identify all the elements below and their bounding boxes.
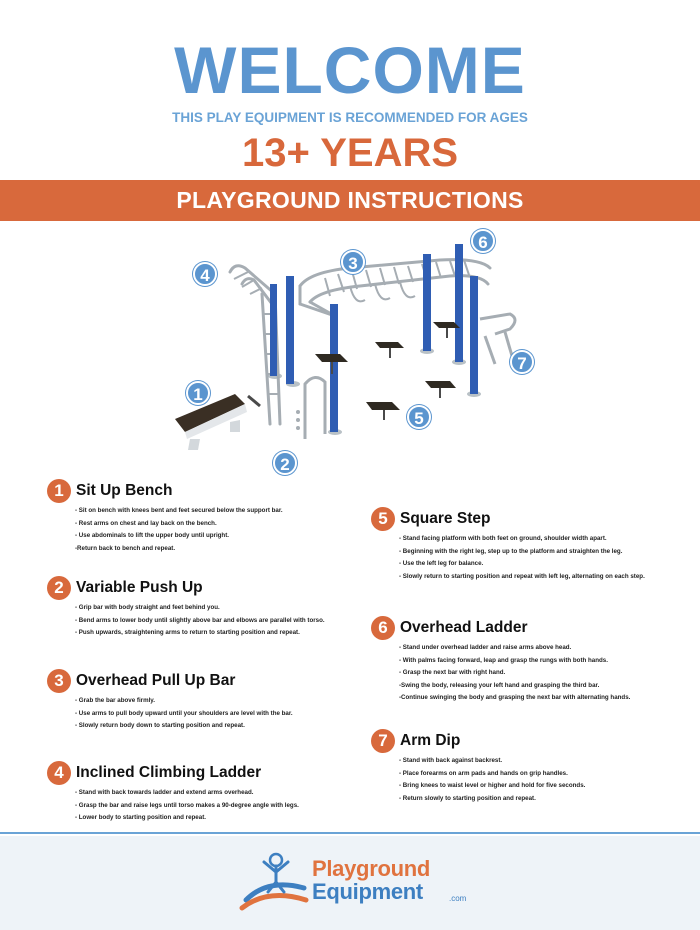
marker-1: 1 [186,381,210,405]
step-item: -Return back to bench and repeat. [75,544,176,552]
marker-2: 2 [273,451,297,475]
instructions-banner: PLAYGROUND INSTRUCTIONS [0,180,700,221]
step-item: - Use arms to pull body upward until your shoulders are level with the bar. [75,709,293,717]
step-item: - Beginning with the right leg, step up to the platform and straighten the leg. [399,547,623,555]
section-number: 3 [47,669,71,693]
section-number: 6 [371,616,395,640]
step-item: -Swing the body, releasing your left hand and grasping the third bar. [399,681,600,689]
section-number: 7 [371,729,395,753]
marker-6: 6 [471,229,495,253]
step-item: - Bring knees to waist level or higher and hold for five seconds. [399,782,586,789]
section-title: Sit Up Bench [76,482,173,499]
step-item: - Stand under overhead ladder and raise arms above head. [399,644,572,651]
step-item: - Grasp the next bar with right hand. [399,669,506,676]
footer-divider [0,832,700,834]
step-item: - Sit on bench with knees bent and feet secured below the support bar. [75,507,283,514]
section-number: 4 [47,761,71,785]
section-number: 2 [47,576,71,600]
marker-3: 3 [341,250,365,274]
step-list [75,787,347,825]
step-item: - Slowly return body down to starting position and repeat. [75,722,245,729]
section-title: Variable Push Up [76,579,203,596]
step-item: - Grip bar with body straight and feet behind you. [75,604,220,611]
marker-5: 5 [407,405,431,429]
step-item: -Continue swinging the body and grasping the next bar with alternating hands. [399,694,631,701]
section-sit-up-bench [47,479,347,555]
age-years: 13+ YEARS [241,131,459,175]
playground-equipment-logo[interactable] [238,848,468,914]
step-item: - Grasp the bar and raise legs until torso makes a 90-degree angle with legs. [75,801,299,809]
section-square-step [371,507,671,583]
step-list [399,533,671,583]
section-number: 5 [371,507,395,531]
section-overhead-ladder [371,616,671,705]
section-variable-push-up [47,576,347,640]
section-overhead-pull-up-bar [47,669,347,733]
step-item: - Stand with back towards ladder and extend arms overhead. [75,789,254,796]
logo-word-equipment: Equipment [312,879,423,904]
step-item: - Push upwards, straightening arms to return to starting position and repeat. [75,629,300,636]
section-inclined-climbing-ladder [47,761,347,825]
step-item: - Slowly return to starting position and repeat with left leg, alternating on each step. [399,572,645,580]
step-item: - Bend arms to lower body until slightly above bar and elbows are parallel with torso. [75,616,325,624]
step-item: - Use abdominals to lift the upper body until upright. [75,532,229,539]
welcome-heading: WELCOME [174,33,526,107]
step-list [75,505,347,555]
section-arm-dip [371,729,671,805]
child-swing-icon [238,848,310,914]
marker-4: 4 [193,262,217,286]
step-list [75,602,347,640]
section-title: Overhead Ladder [400,619,528,636]
section-title: Square Step [400,510,491,527]
marker-7: 7 [510,350,534,374]
section-title: Overhead Pull Up Bar [76,672,236,689]
step-item: - Rest arms on chest and lay back on the bench. [75,519,217,527]
step-item: - Lower body to starting position and repeat. [75,814,206,821]
logo-suffix: .com [449,894,467,903]
section-title: Inclined Climbing Ladder [76,764,262,781]
step-list [399,755,671,805]
section-title: Arm Dip [400,732,461,749]
step-item: - Return slowly to starting position and repeat. [399,794,536,802]
step-list [399,642,671,705]
step-list [75,695,347,733]
section-number: 1 [47,479,71,503]
logo-word-playground: Playground [312,856,431,881]
step-item: - Stand with back against backrest. [399,757,503,764]
step-item: - Stand facing platform with both feet on ground, shoulder width apart. [399,535,607,542]
ages-recommendation: THIS PLAY EQUIPMENT IS RECOMMENDED FOR AGES [172,110,528,125]
step-item: - Place forearms on arm pads and hands on grip handles. [399,769,568,777]
step-item: - Use the left leg for balance. [399,560,484,567]
step-item: - Grab the bar above firmly. [75,697,155,704]
step-item: - With palms facing forward, leap and grasp the rungs with both hands. [399,656,608,664]
